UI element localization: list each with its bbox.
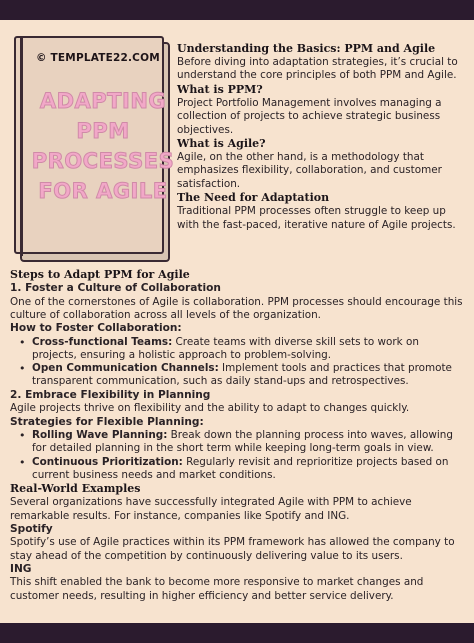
step-2-how-heading: Strategies for Flexible Planning: [10,415,204,428]
paragraph-spotify: Spotify’s use of Agile practices within its PPM framework has allowed the company to stay ahead of the competition by continuously delivering value to its users. [10,536,455,562]
bottom-border [0,623,474,643]
main-body [10,268,466,603]
heading-real-world-examples: Real-World Examples [10,482,141,496]
heading-what-is-agile: What is Agile? [177,137,266,151]
list-item [10,336,466,363]
heading-what-is-ppm: What is PPM? [177,82,263,96]
step-2-list [10,429,466,482]
list-item-label: Open Communication Channels: [32,362,219,375]
step-2-text: Agile projects thrive on flexibility and the ability to adapt to changes quickly. [10,402,410,415]
book-cover-illustration [14,36,175,258]
paragraph-need: Traditional PPM processes often struggle to keep up with the fast-paced, iterative nature of Agile projects. [177,205,456,231]
heading-steps: Steps to Adapt PPM for Agile [10,268,190,281]
step-1-how-heading: How to Foster Collaboration: [10,322,182,335]
list-item-label: Continuous Prioritization: [32,455,183,468]
paragraph-basics: Before diving into adaptation strategies, it’s crucial to understand the core principles of both PPM and Agile. [177,56,458,82]
heading-ing: ING [10,562,32,575]
list-item-label: Cross-functional Teams: [32,335,173,348]
cover-title: ADAPTING PPM PROCESSES FOR AGILE [31,89,175,203]
list-item-text: Break down the planning process into waves, allowing for detailed planning in the short term while keeping long-term goals in view. [32,429,453,455]
list-item-label: Rolling Wave Planning: [32,429,168,442]
step-1-text: One of the cornerstones of Agile is collaboration. PPM processes should encourage this culture of collaboration across all levels of the organization. [10,295,463,321]
list-item-text: Create teams with diverse skill sets to work on projects, ensuring a holistic approach to problem-solving. [32,335,419,361]
step-1-title: 1. Foster a Culture of Collaboration [10,282,221,294]
heading-need-for-adaptation: The Need for Adaptation [177,191,330,205]
list-item-text: Implement tools and practices that promote transparent communication, such as daily stand-ups and retrospectives. [32,362,452,388]
watermark-badge: © TEMPLATE22.COM [36,52,160,64]
list-item-text: Regularly revisit and reprioritize projects based on current business needs and market conditions. [32,455,449,481]
step-1-list [10,336,466,389]
paragraph-ing: This shift enabled the bank to become more responsive to market changes and customer needs, resulting in higher efficiency and better service delivery. [10,576,424,602]
intro-column [177,42,467,232]
book-spine [20,38,23,256]
heading-spotify: Spotify [10,522,53,535]
step-2-title: 2. Embrace Flexibility in Planning [10,388,211,401]
heading-basics: Understanding the Basics: PPM and Agile [177,42,436,55]
list-item [10,429,466,456]
top-border [0,0,474,20]
examples-intro: Several organizations have successfully integrated Agile with PPM to achieve remarkable results. For instance, companies like Spotify and ING. [10,496,412,522]
paragraph-agile: Agile, on the other hand, is a methodology that emphasizes flexibility, collaboration, and customer satisfaction. [177,151,442,190]
paragraph-ppm: Project Portfolio Management involves managing a collection of projects to achieve strategic business objectives. [177,96,442,136]
list-item [10,456,466,483]
list-item [10,362,466,389]
